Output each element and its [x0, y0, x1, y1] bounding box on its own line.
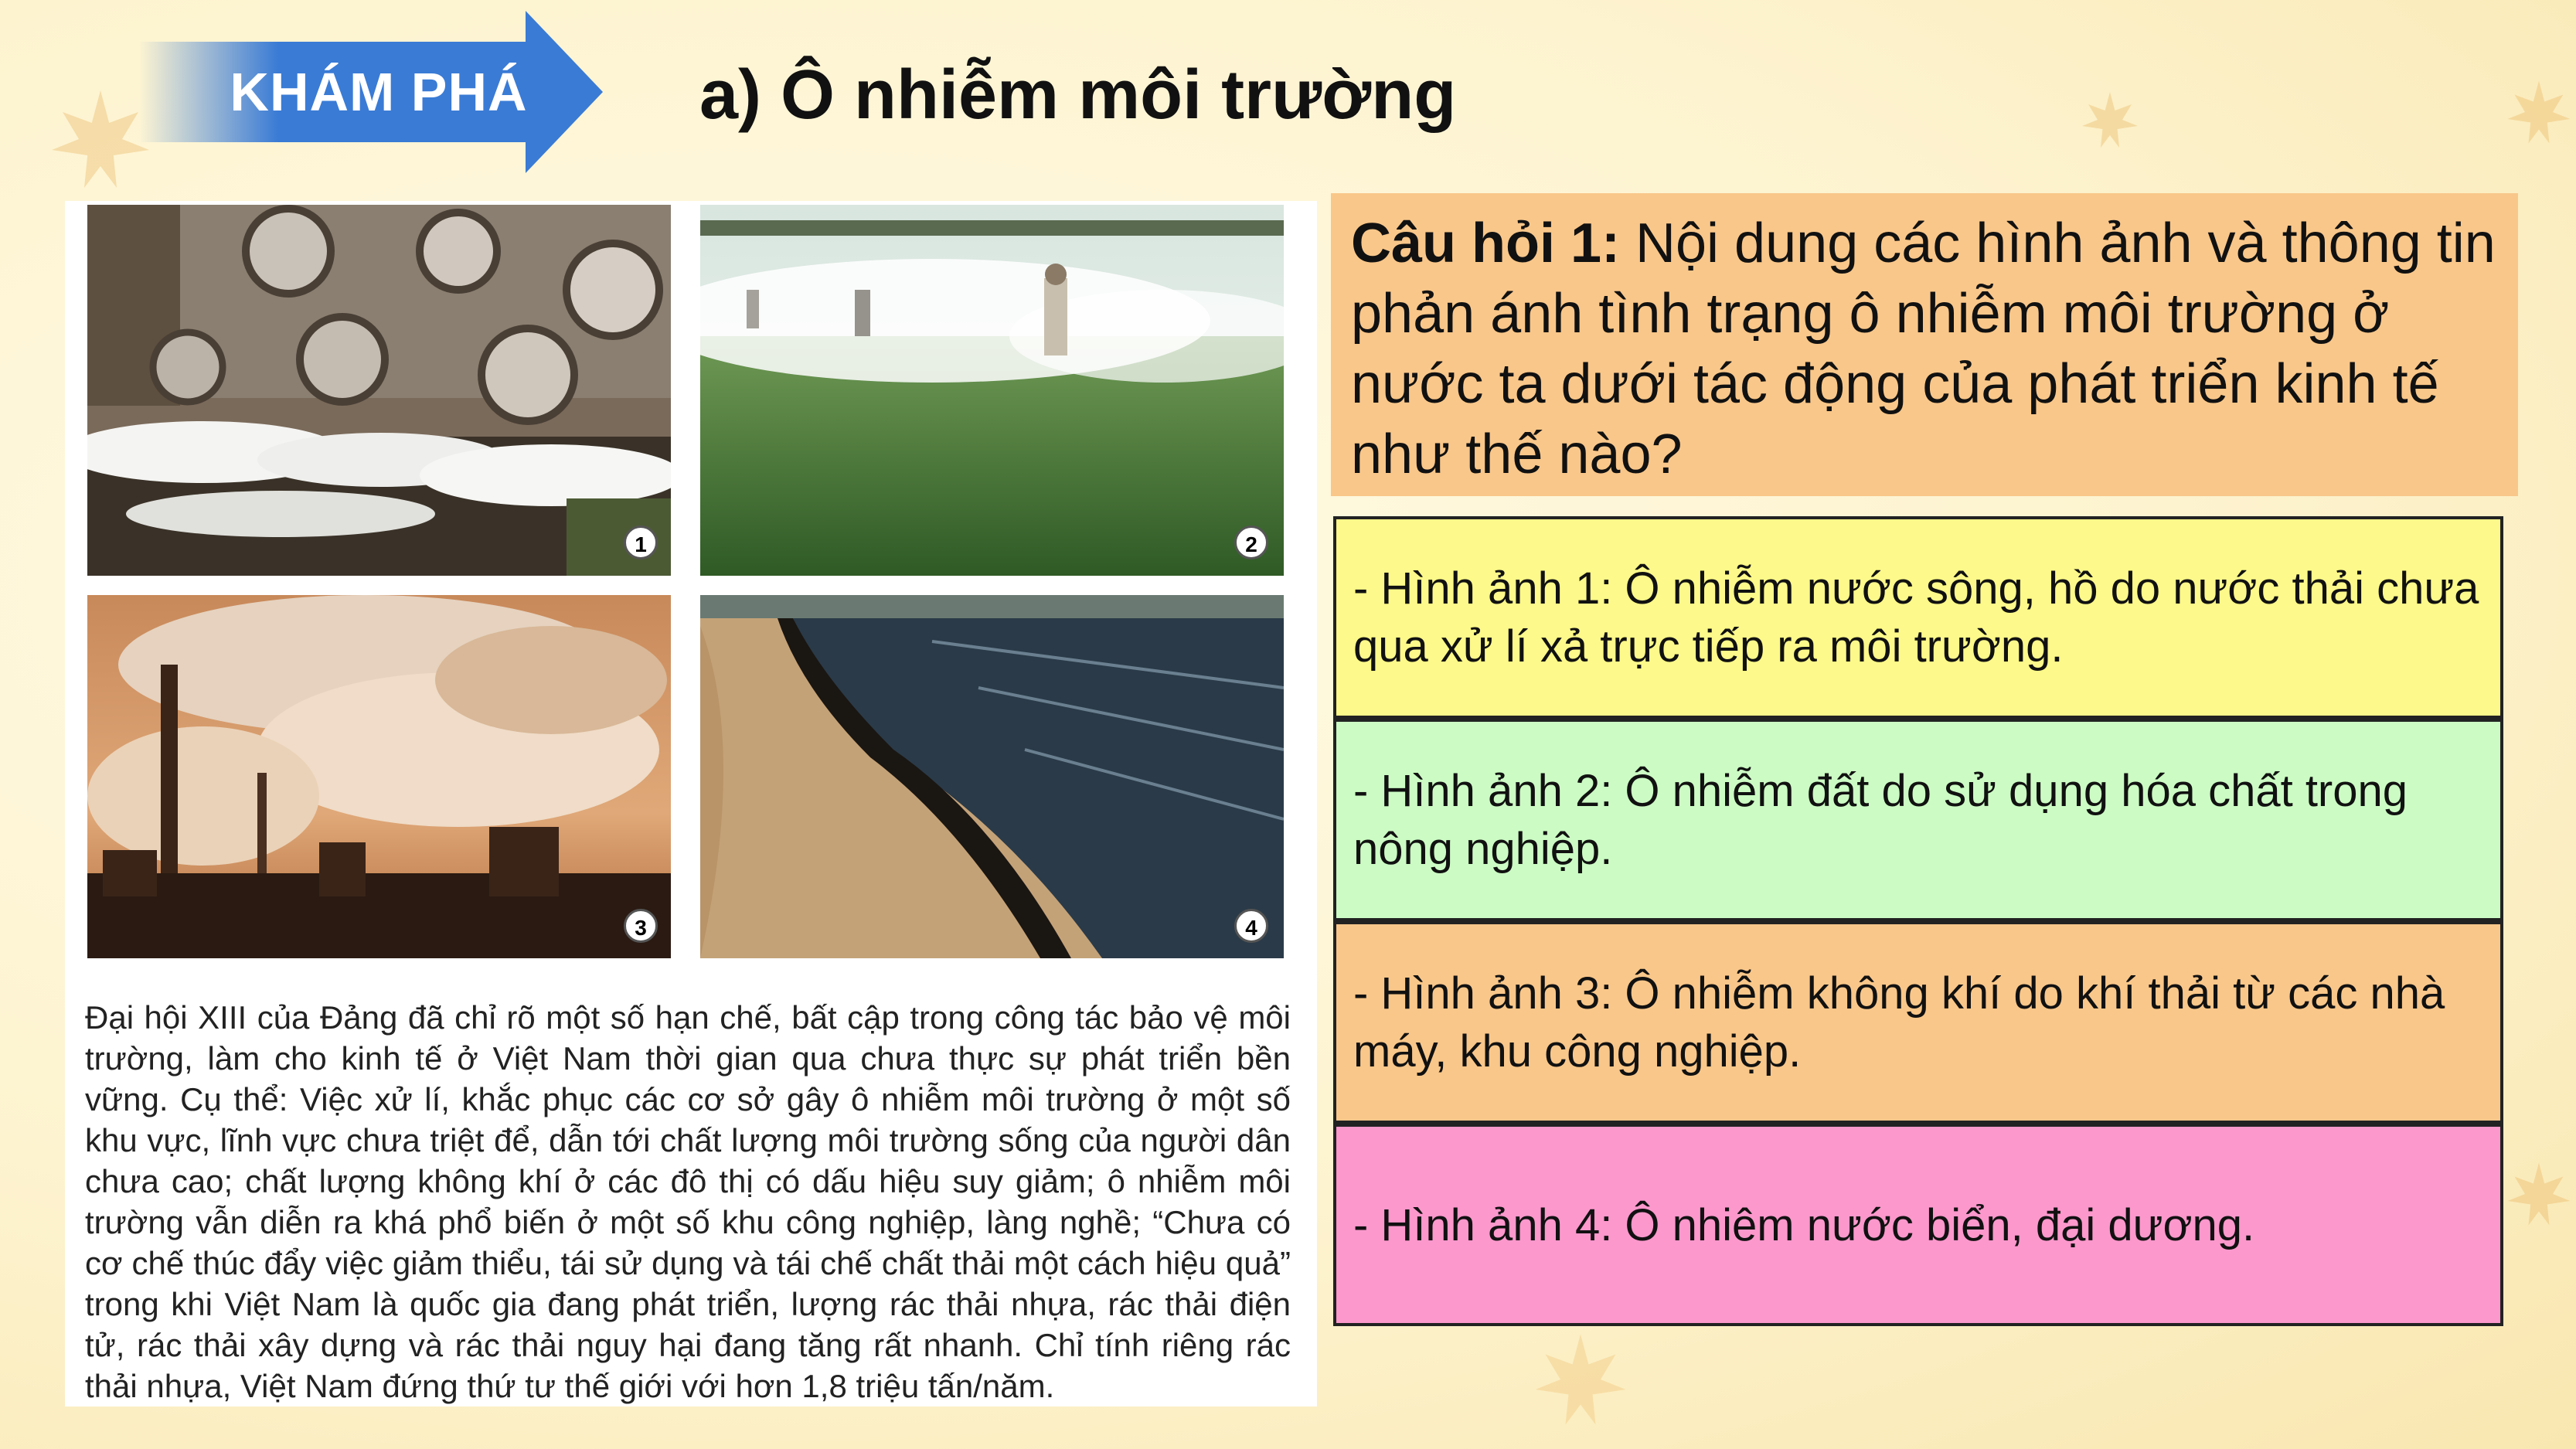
banner-label: KHÁM PHÁ [230, 62, 528, 122]
answer-text: - Hình ảnh 2: Ô nhiễm đất do sử dụng hóa chất trong nông nghiệp. [1353, 766, 2408, 874]
answer-box-2 [1333, 719, 2503, 921]
factory-smoke-photo [87, 595, 671, 958]
figure-number-badge: 1 [624, 526, 658, 560]
answer-text: - Hình ảnh 1: Ô nhiễm nước sông, hồ do nước thải chưa qua xử lí xả trực tiếp ra môi trường. [1353, 563, 2479, 672]
answer-box-4 [1333, 1124, 2503, 1326]
figure-panel [65, 201, 1317, 1406]
maple-leaf-icon [46, 85, 155, 193]
maple-leaf-icon [2504, 1159, 2574, 1229]
context-paragraph: Đại hội XIII của Đảng đã chỉ rõ một số hạn chế, bất cập trong công tác bảo vệ môi trường, làm cho kinh tế ở Việt Nam thời gian qua chưa thực sự phát triển bền vững. Cụ thể: Việc xử lí, khắc phục các cơ sở gây ô nhiễm môi trường ở một số khu vực, lĩnh vực chưa triệt để, dẫn tới chất lượng môi trường sống của người dân chưa cao; chất lượng không khí ở các đô thị có dấu hiệu suy giảm; ô nhiễm môi trường vẫn diễn ra khá phổ biến ở một số khu công nghiệp, làng nghề; “Chưa có cơ chế thúc đẩy việc giảm thiểu, tái sử dụng và tái chế chất thải một cách hiệu quả” trong khi Việt Nam là quốc gia đang phát triển, lượng rác thải nhựa, rác thải điện tử, rác thải xây dựng và rác thải nguy hại đang tăng rất nhanh. Chỉ tính riêng rác thải nhựa, Việt Nam đứng thứ tư thế giới với hơn 1,8 triệu tấn/năm. [85, 999, 1291, 1404]
answer-box-1 [1333, 516, 2503, 719]
river-pollution-photo [87, 205, 671, 576]
figure-number-badge: 3 [624, 909, 658, 943]
answer-text: - Hình ảnh 4: Ô nhiêm nước biển, đại dương. [1353, 1199, 2255, 1250]
question-label: Câu hỏi 1: [1351, 213, 1621, 274]
maple-leaf-icon [1530, 1329, 1631, 1430]
question-text: Nội dung các hình ảnh và thông tin phản ánh tình trạng ô nhiễm môi trường ở nước ta dưới tác động của phát triển kinh tế như thế nào? [1351, 213, 2496, 485]
maple-leaf-icon [2079, 89, 2141, 151]
pesticide-spraying-field-photo [700, 205, 1284, 576]
page-title: a) Ô nhiễm môi trường [699, 56, 1457, 134]
maple-leaf-icon [2504, 77, 2574, 147]
section-banner [139, 11, 603, 173]
oil-spill-beach-photo [700, 595, 1284, 958]
figure-number-badge: 4 [1234, 909, 1268, 943]
answer-text: - Hình ảnh 3: Ô nhiễm không khí do khí thải từ các nhà máy, khu công nghiệp. [1353, 968, 2445, 1077]
answer-box-3 [1333, 921, 2503, 1124]
figure-number-badge: 2 [1234, 526, 1268, 560]
question-box [1331, 193, 2518, 496]
